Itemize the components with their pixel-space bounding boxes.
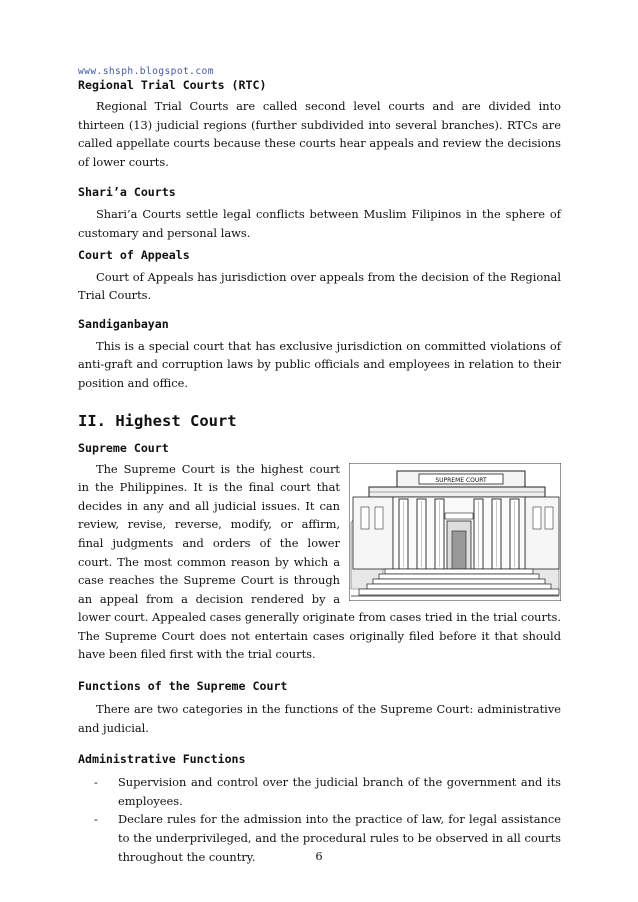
heading-administrative-functions: Administrative Functions — [78, 752, 246, 767]
watermark: www.shsph.blogspot.com — [78, 66, 214, 77]
bullet-dash: - — [94, 775, 98, 790]
paragraph-sharia: Shari’a Courts settle legal conflicts between Muslim Filipinos in the sphere of customary and personal laws. — [78, 207, 561, 240]
heading-sharia: Shari’a Courts — [78, 185, 176, 200]
paragraph-rtc: Regional Trial Courts are called second level courts and are divided into thirteen (13) judicial regions (further subdivided into several branches). RTCs are called appellate courts because these courts hear appeals and review the decisions of lower courts. — [78, 99, 561, 169]
supreme-court-building-illustration — [349, 463, 561, 601]
page-number: 6 — [315, 849, 323, 863]
list-item-text: Supervision and control over the judicial branch of the government and its employees. — [118, 775, 561, 808]
heading-highest-court: II. Highest Court — [78, 411, 237, 430]
heading-rtc: Regional Trial Courts (RTC) — [78, 78, 267, 92]
building-sign-text: SUPREME COURT — [435, 476, 487, 484]
heading-sandiganbayan: Sandiganbayan — [78, 316, 169, 331]
heading-functions: Functions of the Supreme Court — [78, 679, 288, 694]
page-content — [78, 66, 561, 866]
paragraph-supreme-court: The Supreme Court is the highest court in the Philippines. It is the final court that decides in any and all judicial issues. It can review, revise, reverse, modify, or affirm, final judgments and orders of the lower court. The most common reason by which a case reaches the Supreme Court is through an appeal from a decision rendered by a lower court. Appealed cases generally originate from cases tried in the trial courts. The Supreme Court does not entertain cases originally filed before it that should have been filed first with the trial courts. — [78, 461, 561, 662]
heading-supreme-court: Supreme Court — [78, 440, 169, 455]
list-item — [78, 773, 561, 810]
bullet-dash: - — [94, 812, 98, 827]
paragraph-court-of-appeals: Court of Appeals has jurisdiction over appeals from the decision of the Regional Trial Courts. — [78, 269, 561, 303]
supreme-court-block — [78, 460, 561, 665]
paragraph-sandiganbayan: This is a special court that has exclusive jurisdiction on committed violations of anti-graft and corruption laws by public officials and employees in relation to their position and office. — [78, 338, 561, 390]
list-item-text: Declare rules for the admission into the practice of law, for legal assistance to the underprivileged, and the procedural rules to be observed in all courts throughout the country. — [118, 812, 561, 864]
paragraph-functions: There are two categories in the functions of the Supreme Court: administrative and judicial. — [78, 702, 561, 735]
heading-court-of-appeals: Court of Appeals — [78, 247, 190, 262]
